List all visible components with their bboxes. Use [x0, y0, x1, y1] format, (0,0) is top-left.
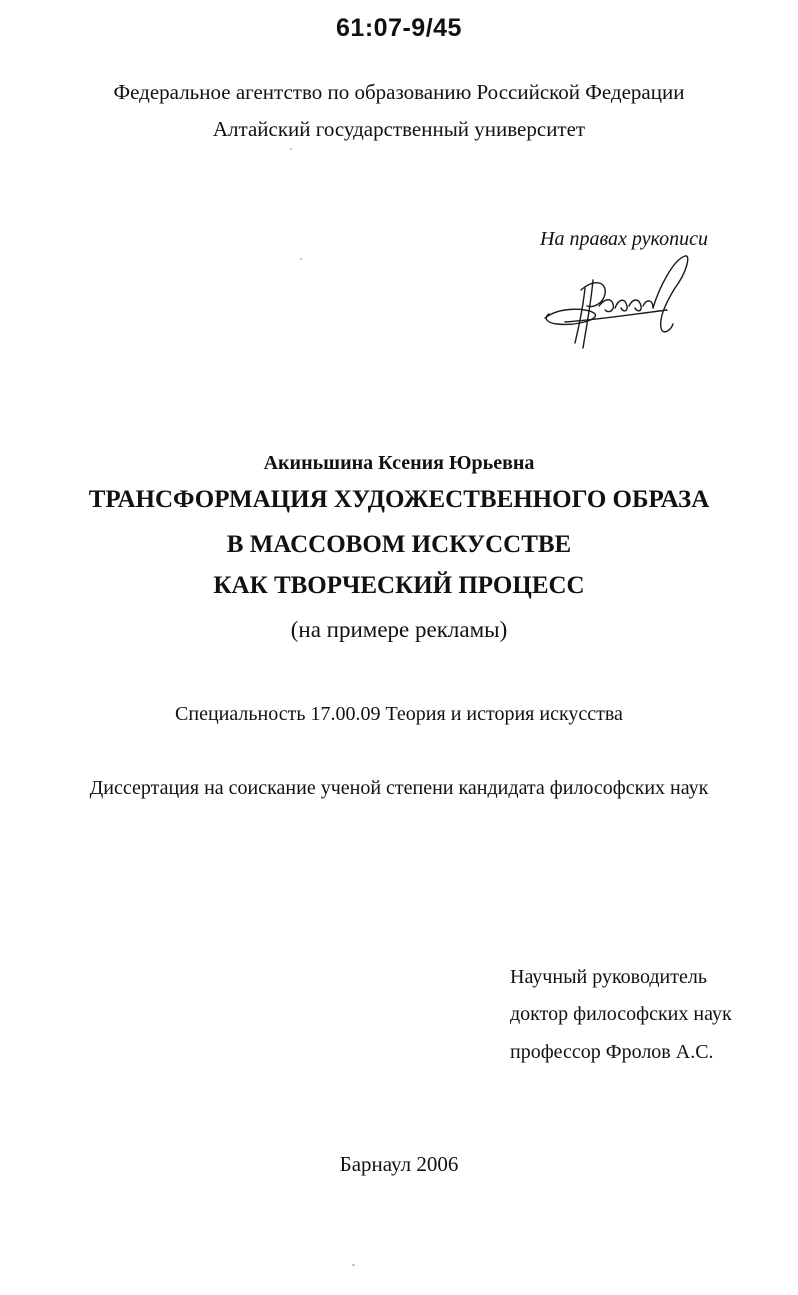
supervisor-degree: доктор философских наук — [510, 1003, 732, 1025]
scan-speck — [300, 258, 302, 260]
specialty-line: Специальность 17.00.09 Теория и история искусства — [175, 703, 623, 725]
organization-university: Алтайский государственный университет — [212, 117, 586, 141]
archive-code: 61:07-9/45 — [336, 14, 462, 42]
dissertation-title-line-1: ТРАНСФОРМАЦИЯ ХУДОЖЕСТВЕННОГО ОБРАЗА — [88, 486, 710, 513]
dissertation-title-line-3: КАК ТВОРЧЕСКИЙ ПРОЦЕСС — [213, 572, 585, 599]
city-year: Барнаул 2006 — [339, 1152, 459, 1176]
handwritten-signature — [535, 248, 695, 358]
scan-speck — [290, 148, 292, 150]
manuscript-rights-label: На правах рукописи — [540, 228, 708, 250]
dissertation-title-line-2: В МАССОВОМ ИСКУССТВЕ — [226, 531, 572, 558]
supervisor-role: Научный руководитель — [510, 966, 707, 988]
dissertation-subtitle: (на примере рекламы) — [290, 617, 508, 642]
author-name: Акиньшина Ксения Юрьевна — [263, 452, 535, 474]
scan-speck — [352, 1264, 355, 1266]
supervisor-name: профессор Фролов А.С. — [510, 1041, 714, 1063]
organization-agency: Федеральное агентство по образованию Российской Федерации — [113, 80, 685, 104]
degree-line: Диссертация на соискание ученой степени кандидата философских наук — [89, 777, 709, 799]
